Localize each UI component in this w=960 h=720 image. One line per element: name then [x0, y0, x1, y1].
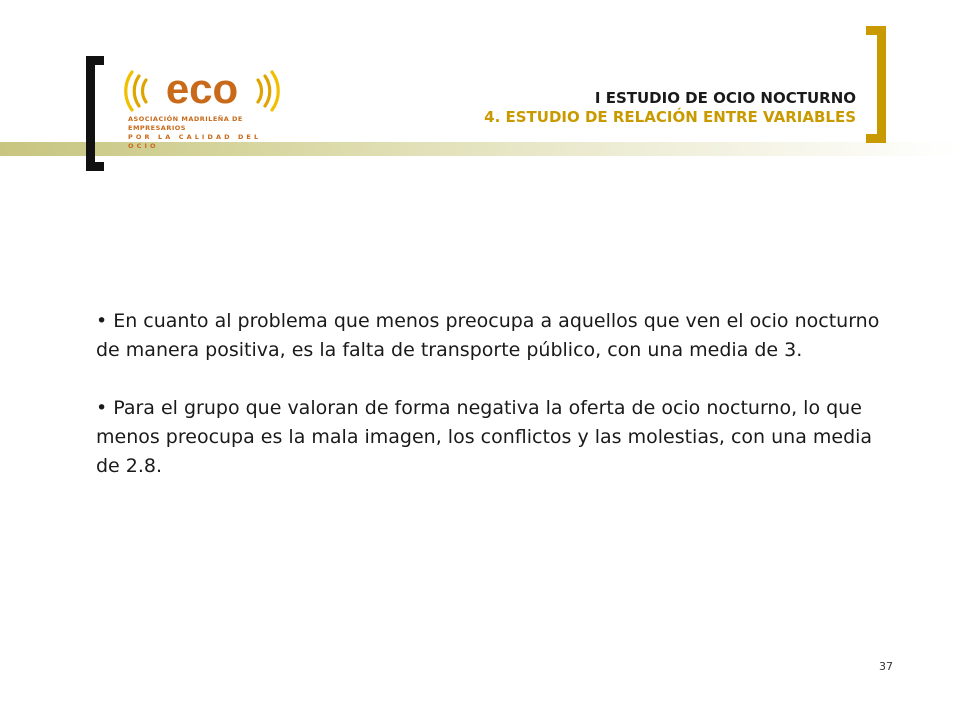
bullet-item [96, 394, 886, 481]
slide-title: I ESTUDIO DE OCIO NOCTURNO [594, 89, 856, 107]
left-bracket-decoration [86, 56, 104, 171]
right-bracket-decoration [866, 26, 886, 143]
bullet-symbol: • [96, 310, 108, 332]
page-number: 37 [879, 660, 893, 673]
logo-wordmark: eco [165, 65, 239, 112]
logo-subtitle-line2: POR LA CALIDAD DEL OCIO [128, 133, 262, 150]
slide-title-block [484, 89, 856, 127]
bullet-symbol: • [96, 397, 108, 419]
logo-subtitle-line1: ASOCIACIÓN MADRILEÑA DE EMPRESARIOS [128, 115, 243, 132]
slide-body [96, 307, 886, 481]
bullet-text: En cuanto al problema que menos preocupa a aquellos que ven el ocio nocturno de manera positiva, es la falta de transporte público, con una media de 3. [96, 310, 880, 361]
slide-subtitle: 4. ESTUDIO DE RELACIÓN ENTRE VARIABLES [484, 108, 856, 126]
bullet-item [96, 307, 886, 365]
bullet-text: Para el grupo que valoran de forma negativa la oferta de ocio nocturno, lo que menos preocupa es la mala imagen, los conflictos y las molestias, con una media de 2.8. [96, 397, 873, 477]
logo-subtitle [128, 115, 278, 151]
